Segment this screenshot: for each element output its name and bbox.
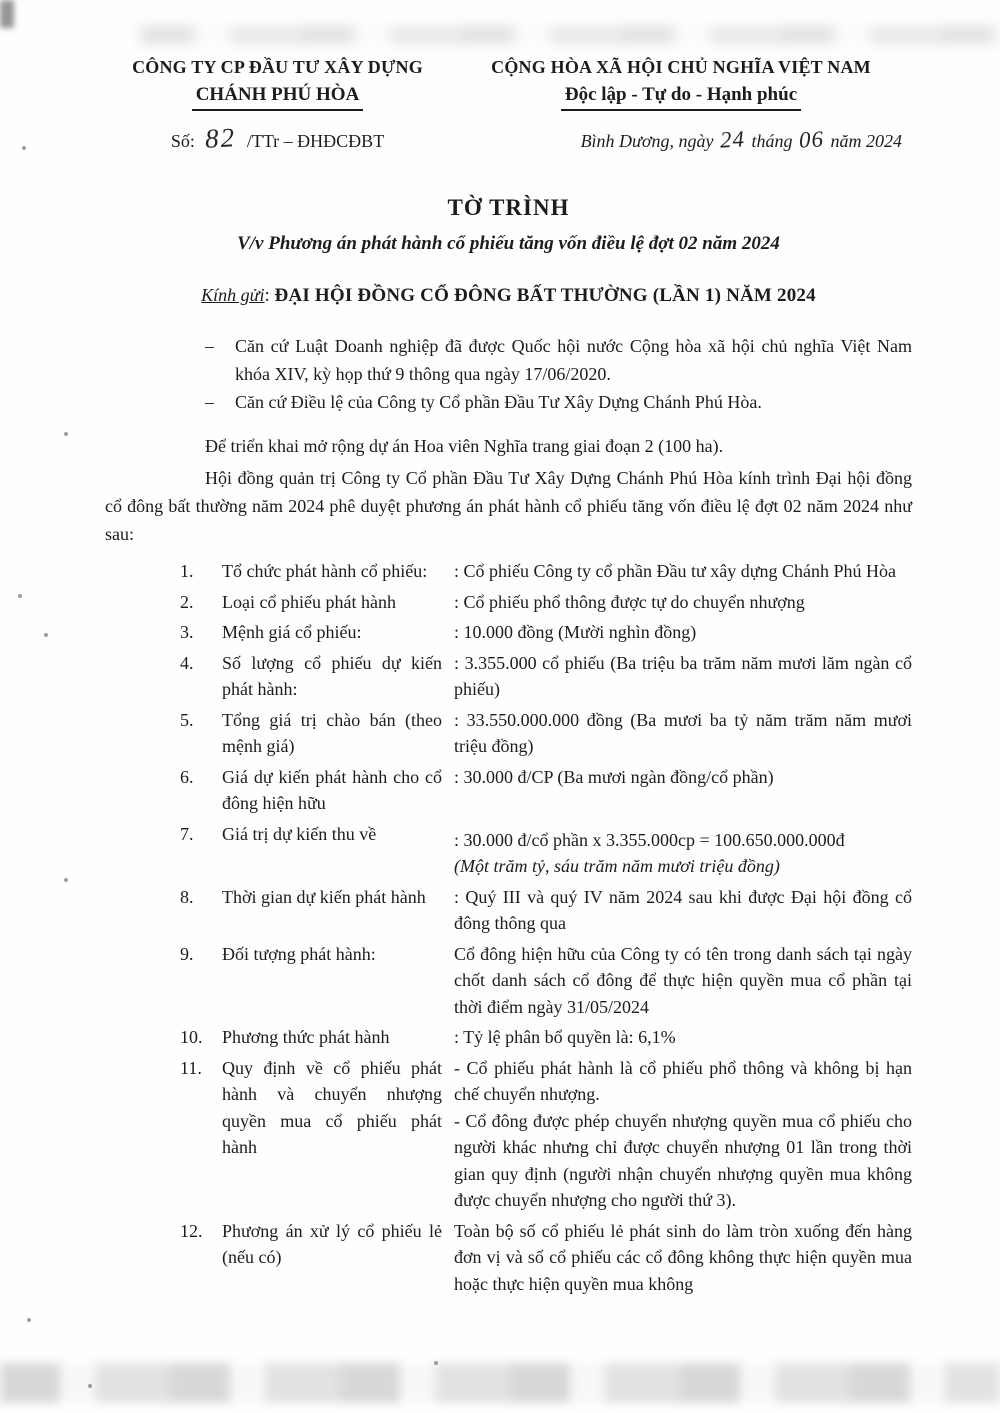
- scan-speck: [22, 146, 26, 150]
- item-row-8: [180, 884, 912, 937]
- doc-number-handwritten: 82: [204, 122, 238, 154]
- item-row-11: [180, 1055, 912, 1214]
- issuance-plan-list: [105, 558, 912, 1297]
- dash-bullet: –: [205, 392, 214, 412]
- item-label: Mệnh giá cổ phiếu:: [222, 622, 362, 642]
- scan-bleed-bottom: [0, 1363, 1000, 1403]
- item-value: [454, 1055, 912, 1214]
- item-value: : 30.000 đ/CP (Ba mươi ngàn đồng/cổ phần): [454, 766, 774, 787]
- item-label: Tổng giá trị chào bán (theo mệnh giá): [222, 709, 442, 756]
- item-label: Loại cổ phiếu phát hành: [222, 591, 396, 612]
- item-value: : Quý III và quý IV năm 2024 sau khi được Đại hội đồng cổ đông thông qua: [454, 886, 912, 933]
- item-value-line: - Cổ đông được phép chuyển nhượng quyền mua cổ phiếu cho người khác nhưng chỉ được chuyển nhượng 01 lần trong thời gian quy định (người nhận chuyển nhượng quyền mua không được chuyển nhượng cho người thứ 3).: [454, 1110, 912, 1210]
- salutation: [105, 281, 912, 310]
- national-motto: Độc lập - Tự do - Hạnh phúc: [561, 82, 801, 111]
- item-row-10: [180, 1024, 912, 1051]
- item-label: Số lượng cổ phiếu dự kiến phát hành:: [222, 652, 442, 699]
- date-month-handwritten: 06: [798, 126, 825, 153]
- doc-number-suffix: /TTr – ĐHĐCĐBT: [246, 131, 385, 151]
- scan-speck: [64, 878, 68, 882]
- salutation-colon: :: [264, 285, 270, 306]
- item-row-4: [180, 650, 912, 703]
- item-number: 1.: [180, 561, 194, 581]
- salutation-recipient: ĐẠI HỘI ĐỒNG CỔ ĐÔNG BẤT THƯỜNG (LẦN 1) NĂM 2024: [274, 285, 816, 306]
- item-number: 6.: [180, 766, 194, 787]
- item-value: : Tỷ lệ phân bổ quyền là: 6,1%: [454, 1027, 676, 1047]
- item-number: 7.: [180, 823, 194, 844]
- scan-speck: [64, 432, 68, 436]
- item-number: 4.: [180, 652, 194, 673]
- scan-speck: [44, 633, 48, 637]
- item-value: Toàn bộ số cổ phiếu lẻ phát sinh do làm tròn xuống đến hàng đơn vị và số cổ phiếu các cổ đông không thực hiện quyền mua hoặc thực hiện quyền mua không: [454, 1220, 912, 1294]
- issuer-block: [105, 54, 450, 155]
- item-number: 5.: [180, 709, 194, 730]
- item-number: 3.: [180, 622, 194, 642]
- scan-speck: [18, 594, 22, 598]
- date-day-handwritten: 24: [719, 126, 746, 153]
- date-year: năm 2024: [830, 131, 902, 151]
- item-label: Phương thức phát hành: [222, 1027, 390, 1047]
- item-row-9: [180, 941, 912, 1021]
- item-value-main: : 30.000 đ/cổ phần x 3.355.000cp = 100.650.000.000đ: [454, 829, 845, 850]
- item-row-2: [180, 589, 912, 616]
- item-value: : Cổ phiếu Công ty cổ phần Đầu tư xây dựng Chánh Phú Hòa: [454, 561, 896, 581]
- item-value: Cổ đông hiện hữu của Công ty có tên trong danh sách tại ngày chốt danh sách cổ đông để thực hiện quyền mua cổ phần tại thời điểm ngày 31/05/2024: [454, 943, 912, 1017]
- item-label: Phương án xử lý cổ phiếu lẻ (nếu có): [222, 1220, 442, 1267]
- document-subtitle: V/v Phương án phát hành cổ phiếu tăng vốn điều lệ đợt 02 năm 2024: [237, 233, 780, 254]
- legal-basis-text: Căn cứ Luật Doanh nghiệp đã được Quốc hội nước Cộng hòa xã hội chủ nghĩa Việt Nam khóa XIV, kỳ họp thứ 9 thông qua ngày 17/06/2020.: [235, 336, 912, 384]
- legal-basis-list: [105, 332, 912, 416]
- intro-paragraph: Để triển khai mở rộng dự án Hoa viên Nghĩa trang giai đoạn 2 (100 ha).: [205, 436, 724, 456]
- doc-number-prefix: Số:: [170, 131, 195, 151]
- item-number: 10.: [180, 1027, 203, 1047]
- item-row-7: [180, 821, 912, 880]
- item-value-note: (Một trăm tỷ, sáu trăm năm mươi triệu đồng): [454, 856, 780, 876]
- item-row-1: [180, 558, 912, 585]
- legal-basis-text: Căn cứ Điều lệ của Công ty Cổ phần Đầu Tư Xây Dựng Chánh Phú Hòa.: [235, 392, 762, 412]
- item-label: Tổ chức phát hành cổ phiếu:: [222, 561, 428, 581]
- scan-speck: [88, 1384, 92, 1388]
- item-label: Đối tượng phát hành:: [222, 943, 376, 964]
- scan-speck: [27, 1318, 31, 1322]
- date-place: Bình Dương, ngày: [580, 131, 714, 151]
- item-row-5: [180, 707, 912, 760]
- item-label: Quy định về cổ phiếu phát hành và chuyển nhượng quyền mua cổ phiếu phát hành: [222, 1057, 442, 1157]
- issuer-name: CÔNG TY CP ĐẦU TƯ XÂY DỰNG: [132, 57, 423, 77]
- item-number: 2.: [180, 591, 194, 612]
- legal-basis-item: [105, 388, 912, 416]
- document-header: [105, 54, 912, 155]
- item-number: 8.: [180, 886, 194, 907]
- issuer-subname: CHÁNH PHÚ HÒA: [192, 82, 364, 111]
- item-value: [454, 821, 912, 880]
- document-title: TỜ TRÌNH: [447, 195, 570, 220]
- item-value: : Cổ phiếu phổ thông được tự do chuyển nhượng: [454, 591, 805, 612]
- item-label: Thời gian dự kiến phát hành: [222, 886, 426, 907]
- item-value: : 10.000 đồng (Mười nghìn đồng): [454, 622, 697, 642]
- item-label: Giá dự kiến phát hành cho cổ đông hiện hữu: [222, 766, 442, 813]
- item-row-3: [180, 619, 912, 646]
- item-value: : 3.355.000 cổ phiếu (Ba triệu ba trăm năm mươi lăm ngàn cổ phiếu): [454, 652, 912, 699]
- date-month-label: tháng: [751, 131, 793, 151]
- national-motto-block: [450, 54, 912, 155]
- scan-speck: [434, 1361, 438, 1365]
- item-number: 12.: [180, 1220, 203, 1241]
- item-number: 9.: [180, 943, 194, 964]
- item-value-line: - Cổ phiếu phát hành là cổ phiếu phổ thông và không bị hạn chế chuyển nhượng.: [454, 1057, 912, 1104]
- item-number: 11.: [180, 1057, 202, 1078]
- date-line: [450, 127, 912, 155]
- dash-bullet: –: [205, 336, 214, 356]
- legal-basis-item: [105, 332, 912, 388]
- scan-bleed-top: [140, 26, 1000, 44]
- item-value: : 33.550.000.000 đồng (Ba mươi ba tỷ năm trăm năm mươi triệu đồng): [454, 709, 912, 756]
- item-row-12: [180, 1218, 912, 1298]
- salutation-label: Kính gửi: [201, 285, 265, 305]
- doc-number: [105, 122, 450, 155]
- national-title: CỘNG HÒA XÃ HỘI CHỦ NGHĨA VIỆT NAM: [491, 57, 871, 77]
- proposal-paragraph: Hội đồng quản trị Công ty Cổ phần Đầu Tư Xây Dựng Chánh Phú Hòa kính trình Đại hội đồng cổ đông bất thường năm 2024 phê duyệt phương án phát hành cổ phiếu tăng vốn điều lệ đợt 02 năm 2024 như sau:: [105, 468, 912, 544]
- item-label: Giá trị dự kiến thu về: [222, 823, 377, 844]
- scan-corner-mark: [0, 0, 14, 28]
- item-row-6: [180, 764, 912, 817]
